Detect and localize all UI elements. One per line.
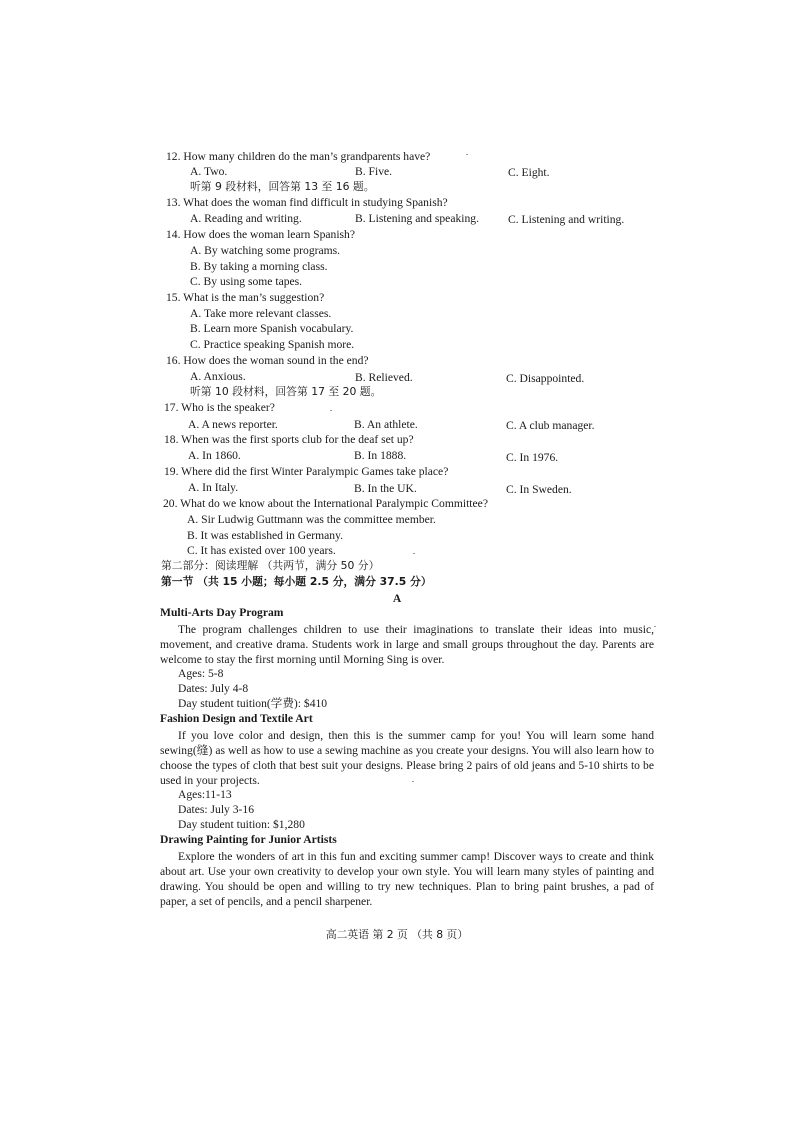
program-1-tuition: Day student tuition(学费): $410	[178, 697, 328, 710]
question-19-option-b: B. In the UK.	[354, 482, 417, 495]
question-14-stem: 14. How does the woman learn Spanish?	[166, 228, 356, 241]
program-1-ages: Ages: 5-8	[178, 667, 224, 680]
question-13-option-c: C. Listening and writing.	[508, 213, 625, 226]
question-13-option-a: A. Reading and writing.	[190, 212, 302, 225]
question-13-option-b: B. Listening and speaking.	[355, 212, 479, 225]
program-3-body	[160, 849, 654, 909]
instruction-section-10: 听第 10 段材料，回答第 17 至 20 题。	[190, 385, 382, 398]
program-2-ages: Ages:11-13	[178, 788, 232, 801]
question-19-stem: 19. Where did the first Winter Paralympic Games take place?	[164, 465, 449, 478]
question-20-option-a: A. Sir Ludwig Guttmann was the committee member.	[187, 513, 436, 526]
program-2-title: Fashion Design and Textile Art	[160, 712, 313, 725]
question-17-option-c: C. A club manager.	[506, 419, 595, 432]
question-14-option-b: B. By taking a morning class.	[190, 260, 328, 273]
question-18-option-b: B. In 1888.	[354, 449, 407, 462]
passage-letter: A	[392, 592, 402, 605]
question-18-option-a: A. In 1860.	[188, 449, 241, 462]
question-12-option-b: B. Five.	[355, 165, 393, 178]
question-12-option-c: C. Eight.	[508, 166, 550, 179]
program-1-body	[160, 622, 654, 667]
program-2-dates: Dates: July 3-16	[178, 803, 254, 816]
question-13-stem: 13. What does the woman find difficult in studying Spanish?	[166, 196, 448, 209]
question-16-stem: 16. How does the woman sound in the end?	[166, 354, 369, 367]
question-12-option-a: A. Two.	[190, 165, 228, 178]
question-15-option-c: C. Practice speaking Spanish more.	[190, 338, 355, 351]
question-20-stem: 20. What do we know about the International Paralympic Committee?	[163, 497, 488, 510]
question-19-option-a: A. In Italy.	[188, 481, 239, 494]
question-18-option-c: C. In 1976.	[506, 451, 559, 464]
question-17-option-a: A. A news reporter.	[188, 418, 278, 431]
program-3-title: Drawing Painting for Junior Artists	[160, 833, 337, 846]
program-2-tuition: Day student tuition: $1,280	[178, 818, 305, 831]
program-3-paragraph: Explore the wonders of art in this fun and exciting summer camp! Discover ways to create and think about art. Use your own creativity to develop your own style. You will learn many styles of painting and drawing. You should be open and willing to try new techniques. Plan to bring paint brushes, a pad of paper, a set of pencils, and a pencil sharpener.	[160, 850, 654, 908]
question-16-option-c: C. Disappointed.	[506, 372, 585, 385]
question-15-option-a: A. Take more relevant classes.	[190, 307, 332, 320]
question-14-option-c: C. By using some tapes.	[190, 275, 303, 288]
question-17-stem: 17. Who is the speaker?	[164, 401, 275, 414]
question-20-option-b: B. It was established in Germany.	[187, 529, 344, 542]
program-1-dates: Dates: July 4-8	[178, 682, 249, 695]
program-1-paragraph: The program challenges children to use their imaginations to translate their ideas into music, movement, and creative drama. Students work in large and small groups throughout the day. Parents are welcome to stay the first morning until Morning Sing is over.	[160, 623, 654, 666]
question-16-option-b: B. Relieved.	[355, 371, 413, 384]
program-2-body	[160, 728, 654, 788]
question-20-option-c: C. It has existed over 100 years.	[187, 544, 336, 557]
question-17-option-b: B. An athlete.	[354, 418, 418, 431]
scan-speck	[412, 781, 414, 782]
scan-speck	[413, 553, 415, 554]
question-18-stem: 18. When was the first sports club for the deaf set up?	[164, 433, 414, 446]
section-one-heading: 第一节 （共 15 小题；每小题 2.5 分，满分 37.5 分）	[161, 575, 432, 588]
question-14-option-a: A. By watching some programs.	[190, 244, 341, 257]
question-19-option-c: C. In Sweden.	[506, 483, 572, 496]
question-12-stem: 12. How many children do the man’s grandparents have?	[166, 150, 431, 163]
question-15-stem: 15. What is the man’s suggestion?	[166, 291, 325, 304]
question-15-option-b: B. Learn more Spanish vocabulary.	[190, 322, 354, 335]
instruction-section-9: 听第 9 段材料，回答第 13 至 16 题。	[190, 180, 375, 193]
program-2-paragraph: If you love color and design, then this is the summer camp for you! You will learn some hand sewing(缝) as well as how to use a sewing machine as you create your designs. You will also learn how to choose the types of cloth that best suit your designs. Please bring 2 pairs of old jeans and 5-10 shirts to be used in your projects.	[160, 729, 654, 787]
scan-speck	[654, 626, 656, 627]
scan-speck	[330, 410, 332, 411]
question-16-option-a: A. Anxious.	[190, 370, 246, 383]
program-1-title: Multi-Arts Day Program	[160, 606, 284, 619]
scan-speck	[466, 154, 468, 155]
part-two-heading: 第二部分：阅读理解 （共两节，满分 50 分）	[161, 559, 380, 572]
page-footer: 高二英语 第 2 页 （共 8 页）	[325, 928, 469, 941]
